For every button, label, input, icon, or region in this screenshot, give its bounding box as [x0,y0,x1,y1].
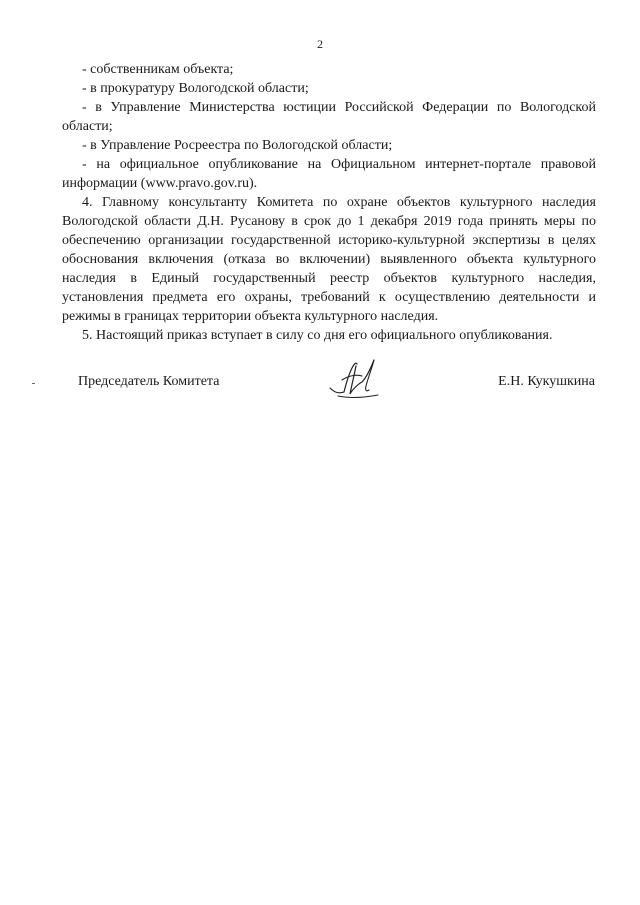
paragraph-recipient-prosecutor: - в прокуратуру Вологодской области; [82,81,309,96]
paragraph-recipient-rosreestr: - в Управление Росреестра по Вологодской области; [82,138,393,153]
signatory-title: Председатель Комитета [78,374,220,389]
handwritten-signature [322,354,392,406]
paragraph-recipient-owners: - собственникам объекта; [82,62,234,77]
document-body [62,60,596,345]
page-number: 2 [317,37,323,51]
signatory-name: Е.Н. Кукушкина [498,374,595,389]
signature-block [0,372,640,412]
paragraph-item-5: 5. Настоящий приказ вступает в силу со дня его официального опубликования. [82,328,553,343]
paragraph-recipient-publication: - на официальное опубликование на Официальном интернет-портале правовой информации (www.pravo.gov.ru). [62,157,596,191]
paragraph-recipient-justice-ministry: - в Управление Министерства юстиции Российской Федерации по Вологодской области; [62,100,596,134]
paragraph-item-4: 4. Главному консультанту Комитета по охране объектов культурного наследия Вологодской области Д.Н. Русанову в срок до 1 декабря 2019 года принять меры по обеспечению организации государственной историко-культурной экспертизы в целях обоснования включения (отказа во включении) выявленного объекта культурного наследия в Единый государственный реестр объектов культурного наследия, установления предмета его охраны, требований к осуществлению деятельности и режимы в границах территории объекта культурного наследия. [62,195,596,324]
